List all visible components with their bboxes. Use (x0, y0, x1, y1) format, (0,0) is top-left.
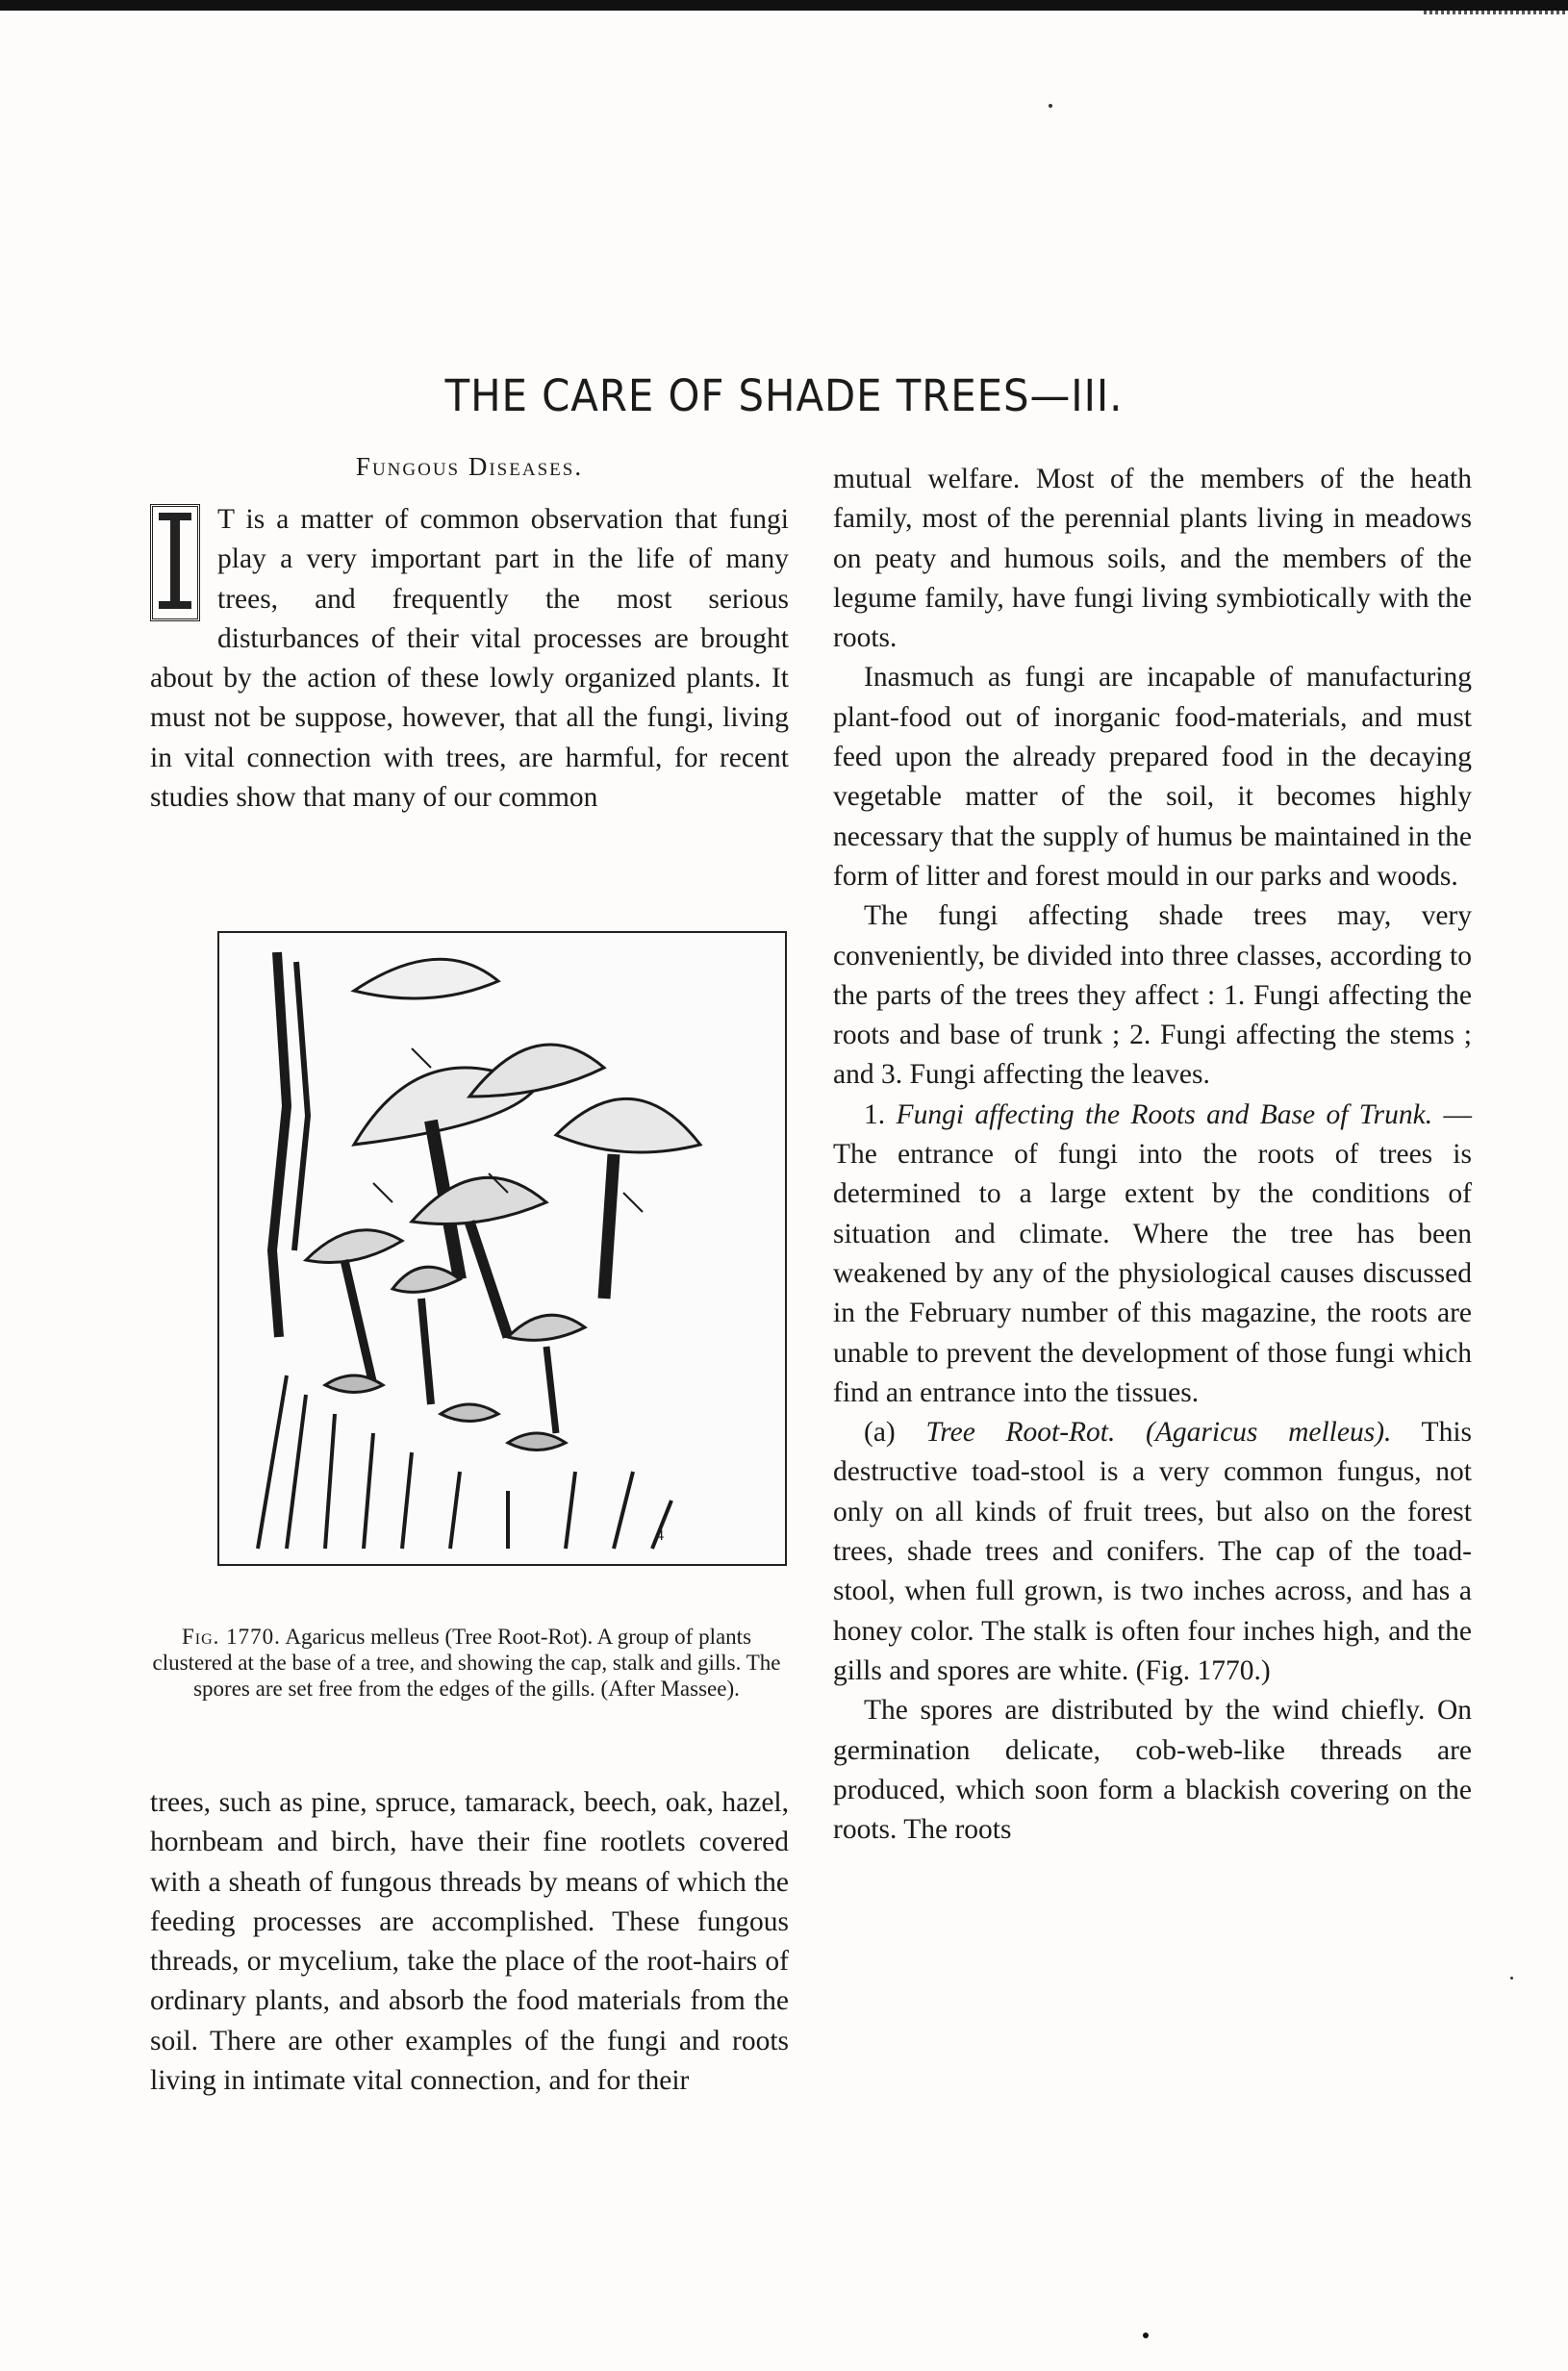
figure-caption-text: Agaricus melleus (Tree Root-Rot). A group of plants clustered at the base of a tree, and showing the cap, stalk and gills. The spores are set free from the edges of the gills. (After Massee). (152, 1625, 781, 1701)
subsection-label: (a) (864, 1417, 896, 1449)
mushroom-drawing (219, 933, 785, 1564)
figure-mushroom-illustration (217, 931, 787, 1566)
dropcap-text: T is a matter of common observation that fungi play a very important part in the life of many trees, and frequently the most serious disturbances of their vital processes are brought about by the action of these lowly organized plants. It must not be suppose, however, that all the fungi, living in vital connection with trees, are harmful, for recent studies show that many of our common (150, 504, 789, 814)
section-heading-italic: Fungi affecting the Roots and Base of Trunk. (896, 1098, 1433, 1130)
page-title: THE CARE OF SHADE TREES—III. (444, 370, 1124, 421)
section-number: 1. (864, 1098, 886, 1130)
left-bottom-paragraph: trees, such as pine, spruce, tamarack, beech, oak, hazel, hornbeam and birch, have their fine rootlets covered with a sheath of fungous threads by means of which the feeding processes are accomplished. These fungous threads, or mycelium, take the place of the root-hairs of ordinary plants, and absorb the food materials from the soil. There are other examples of the fungi and roots living in intimate vital connection, and for their (150, 1787, 789, 2097)
top-scan-border (0, 0, 1568, 11)
right-paragraph-1: mutual welfare. Most of the members of the heath family, most of the perennial plants living in meadows on peaty and humous soils, and the members of the legume family, have fungi living symbiotically with the roots. (833, 464, 1472, 654)
page-dot (1143, 2333, 1149, 2338)
section-body: —The entrance of fungi into the roots of trees is determined to a large extent by the conditions of situation and climate. Where the tree has been weakened by any of the physiological causes discussed in the February number of this magazine, the roots are unable to prevent the development of those fungi which find an entrance into the tissues. (833, 1098, 1473, 1408)
left-column-bottom (150, 1783, 789, 2101)
dropcap-ornament (150, 504, 200, 621)
right-paragraph-6: The spores are distributed by the wind chiefly. On germination delicate, cob-web-like threads are produced, which soon form a blackish covering on the roots. The roots (833, 1695, 1472, 1846)
left-column-top (150, 500, 789, 818)
subsection-heading-italic: Tree Root-Rot. (925, 1417, 1116, 1449)
figure-number: Fig. 1770. (181, 1625, 281, 1649)
right-paragraph-3: The fungi affecting shade trees may, very conveniently, be divided into three classes, according to the parts of the trees they affect : 1. Fungi affecting the roots and base of trunk ; 2. Fungi affecting the stems ; and 3. Fungi affecting the leaves. (833, 900, 1472, 1091)
section-subhead: Fungous Diseases. (355, 452, 584, 481)
top-scan-border-tail (1424, 11, 1568, 14)
subsection-body: This destructive toad-stool is a very common fungus, not only on all kinds of fruit trees, but also on the forest trees, shade trees and conifers. The cap of the toad-stool, when full grown, is two inches across, and has a honey color. The stalk is often four inches high, and the gills and spores are white. (Fig. 1770.) (833, 1417, 1472, 1686)
right-paragraph-4 (833, 1096, 1472, 1413)
figure-mark: 4 (656, 1527, 664, 1544)
right-paragraph-2: Inasmuch as fungi are incapable of manufacturing plant-food out of inorganic food-materials, and must feed upon the already prepared food in the decaying vegetable matter of the soil, it becomes highly necessary that the supply of humus be maintained in the form of litter and forest mould in our parks and woods. (833, 662, 1472, 892)
right-column (833, 460, 1472, 1850)
scan-speck (1049, 104, 1052, 108)
right-paragraph-5 (833, 1413, 1472, 1691)
scan-speck (1510, 1977, 1513, 1980)
figure-caption (144, 1624, 789, 1702)
subsection-latin-name: (Agaricus melleus). (1146, 1417, 1392, 1449)
